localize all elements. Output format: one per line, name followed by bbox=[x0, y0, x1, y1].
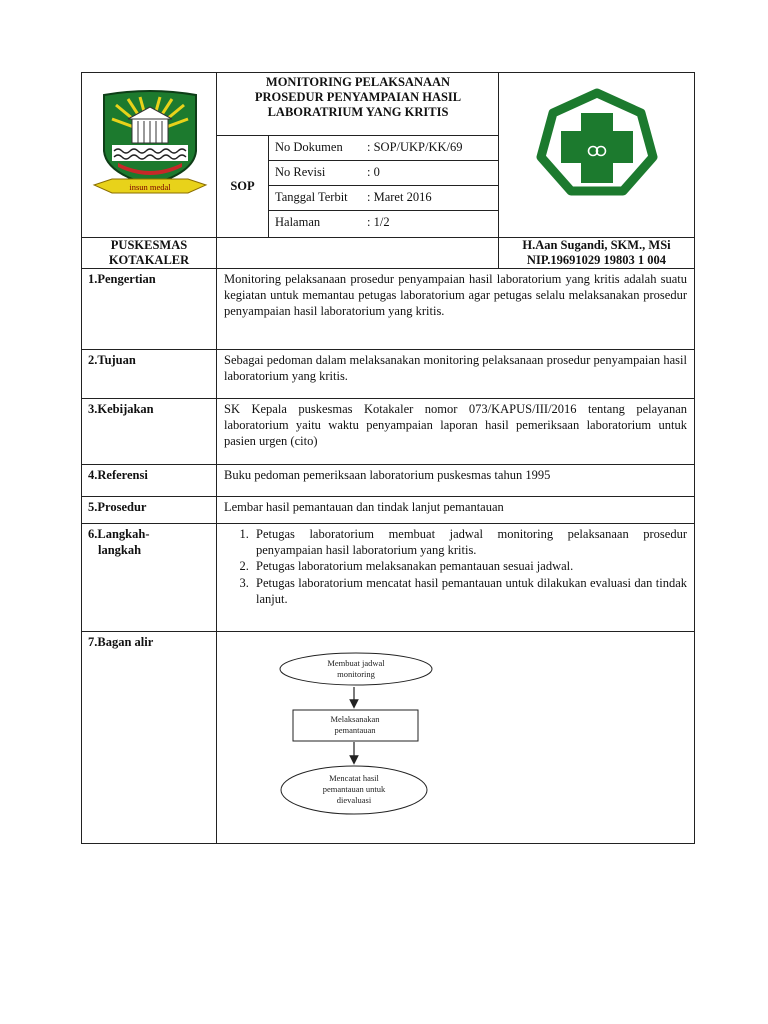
section-text: Sebagai pedoman dalam melaksanakan monitoring pelaksanaan prosedur penyampaian hasil laboratorium yang kritis. bbox=[224, 353, 687, 384]
flow-node-3 bbox=[281, 766, 427, 814]
node-text: Membuat jadwal bbox=[327, 658, 385, 668]
node-text: dievaluasi bbox=[336, 795, 372, 805]
signer-nip: NIP.19691029 19803 1 004 bbox=[526, 253, 667, 267]
meta-key: Tanggal Terbit bbox=[275, 190, 348, 204]
list-item: 3. Petugas laboratorium mencatat hasil pemantauan untuk dilakukan evaluasi dan tindak lanjut. bbox=[252, 575, 687, 607]
signer-name: H.Aan Sugandi, SKM., MSi bbox=[522, 238, 671, 252]
meta-value: : 1/2 bbox=[367, 215, 390, 229]
node-text: monitoring bbox=[337, 669, 375, 679]
section-text: Lembar hasil pemantauan dan tindak lanjut pemantauan bbox=[224, 500, 504, 514]
meta-key: Halaman bbox=[275, 215, 321, 229]
section-text: Buku pedoman pemeriksaan laboratorium puskesmas tahun 1995 bbox=[224, 468, 551, 482]
org-line: PUSKESMAS bbox=[110, 238, 188, 252]
section-label: 5.Prosedur bbox=[82, 497, 217, 523]
title-line: MONITORING PELAKSANAAN bbox=[265, 75, 451, 89]
node-text: Mencatat hasil bbox=[329, 773, 379, 783]
meta-value: : SOP/UKP/KK/69 bbox=[367, 140, 463, 154]
org-line: KOTAKALER bbox=[108, 253, 190, 267]
title-line: PROSEDUR PENYAMPAIAN HASIL bbox=[254, 90, 462, 104]
label-line: 6.Langkah- bbox=[88, 527, 150, 541]
list-item: 1. Petugas laboratorium membuat jadwal monitoring pelaksanaan prosedur penyampaian hasil laboratorium yang kritis. bbox=[252, 526, 687, 558]
sop-label: SOP bbox=[217, 136, 269, 237]
section-label: 1.Pengertian bbox=[82, 269, 217, 349]
section-text: Monitoring pelaksanaan prosedur penyampaian hasil laboratorium yang kritis adalah suatu kegiatan untuk memantau petugas laboratorium agar petugas selalu melaksanakan prosedur penyampaian hasil laboratorium yang kritis. bbox=[224, 272, 687, 319]
section-label: 7.Bagan alir bbox=[82, 632, 217, 843]
meta-key: No Dokumen bbox=[275, 140, 343, 154]
title-line: LABORATRIUM YANG KRITIS bbox=[267, 105, 449, 119]
node-text: pemantauan bbox=[334, 725, 376, 735]
flow-node-2 bbox=[293, 710, 418, 741]
node-text: Melaksanakan bbox=[330, 714, 380, 724]
node-text: pemantauan untuk bbox=[322, 784, 386, 794]
section-label: 4.Referensi bbox=[82, 465, 217, 496]
logo-motto: insun medal bbox=[129, 182, 171, 192]
section-label: 2.Tujuan bbox=[82, 350, 217, 398]
meta-value: : 0 bbox=[367, 165, 380, 179]
section-text: SK Kepala puskesmas Kotakaler nomor 073/KAPUS/III/2016 tentang pelayanan laboratorium yaitu waktu penyampaian laporan hasil pemeriksaan laboratorium untuk pasien urgen (cito) bbox=[224, 402, 687, 449]
flow-node-1 bbox=[280, 653, 432, 685]
list-item: 2. Petugas laboratorium melaksanakan pemantauan sesuai jadwal. bbox=[252, 558, 687, 574]
section-label: 3.Kebijakan bbox=[82, 399, 217, 464]
meta-value: : Maret 2016 bbox=[367, 190, 432, 204]
label-line: langkah bbox=[98, 543, 142, 557]
meta-key: No Revisi bbox=[275, 165, 326, 179]
